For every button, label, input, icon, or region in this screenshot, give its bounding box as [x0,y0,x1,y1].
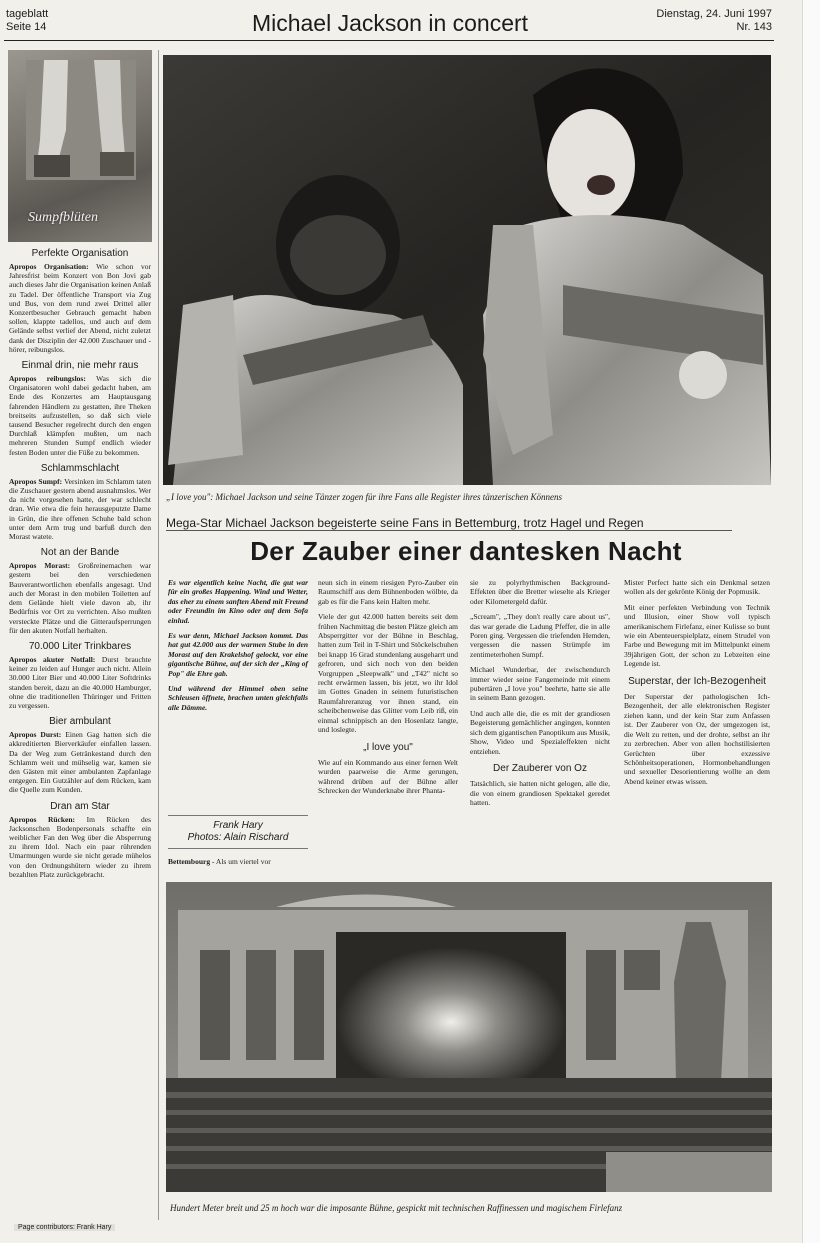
sidebar-text [6,561,154,635]
article-intro [168,578,308,718]
paper-name: tageblatt [6,8,49,20]
sidebar-photo-caption: Sumpfblüten [28,210,98,225]
sidebar-section [6,360,154,457]
dancers-image [163,55,771,485]
sidebar-lead: Apropos Morast: [9,561,71,571]
page-edge [802,0,820,1243]
sidebar-heading: Dran am Star [50,800,110,812]
article-crosshead: „I love you" [363,741,413,753]
sidebar-text [6,655,154,710]
masthead-right [656,8,772,34]
sidebar-section [6,248,154,354]
article-column-3 [470,578,610,814]
sidebar-body: Was sich die Organisatoren wohl dabei gedacht haben, am Ende des Konzertes am Hauptausgang fahrenden Händlern zu gestatten, ihre Theken breitseits aufzustellen, so daß sich viele tausend Besucher regelrecht durch den engen Durchlaß klämpfen mußten, um nach mehreren Stunden Sumpf endlich wieder festen Boden unter die Füße zu bekommen. [9,374,151,457]
sidebar-photo [8,50,152,242]
sidebar-heading: Einmal drin, nie mehr raus [21,360,139,372]
sidebar-body: Einen Gag hatten sich die akkreditierten Bierverkäufer einfallen lassen. Da der Weg zum Getränkestand durch den Schlamm weit und mühselig war, kamen sie den Gästen mit einer ambulanten Zapfanlage entgegen. Ein Gutzähler auf dem Rücken, kam die Quelle zum Kunden. [9,730,152,795]
sidebar-section [6,801,154,879]
article-subhead: Mega-Star Michael Jackson begeisterte seine Fans in Bettemburg, trotz Hagel und Regen [166,516,644,530]
intro-paragraph: Es war eigentlich keine Nacht, die gut war für ein großes Happening. Wind und Wetter, das eher zu einem sanften Abend mit Freund oder Freundin im Kino oder auf dem Sofa einlud. [168,578,308,625]
article-paragraph: Mit einer perfekten Verbindung von Technik und Illusion, einer Show voll typisch amerikanischem Firlefanz, einer Kulisse so bunt wie ein Abenteuerspielplatz, einem Strudel von Farbe und Bewegung mit im Mittelpunkt einem 39jährigen Gott, der schon zu Lebzeiten eine Legende ist. [624,602,770,669]
sidebar-body: Versinken im Schlamm taten die Zuschauer gestern abend ausnahmslos. Wer da nicht vorgesehen hatte, der war schlecht dran. Wie etwa die fein herausgeputzte Dame in Grün, die ihre offenen Schuhe bald schon unter dem Arm trug und barfuß durch den Morast watete. [9,476,151,542]
article-paragraph: neun sich in einem riesigen Pyro-Zauber ein Raumschiff aus dem Bühnenboden wölbte, da gab es für die Fans kein Halten mehr. [318,578,458,606]
dateline-text: - Als um viertel vor [210,857,271,866]
page-number: Seite 14 [6,21,47,33]
intro-paragraph: Und während der Himmel oben seine Schleusen öffnete, brachen unten gleichfalls alle Dämme. [168,684,308,712]
sidebar-heading: Not an der Bande [40,547,120,559]
intro-paragraph: Es war denn, Michael Jackson kommt. Das hat gut 42.000 aus der warmen Stube in den Morast auf den Krakelshof gelockt, vor eine gigantische Bühne, auf der sich der „King of Pop" die Ehre gab. [168,631,308,678]
article-paragraph: Tatsächlich, sie hatten nicht gelogen, alle die, die von einem grandiosen Spektakel geredet hatten. [470,779,610,808]
sidebar-body: Wie schon vor Jahresfrist beim Konzert von Bon Jovi gab auch dieses Jahr die Organisation keinen Anlaß zu Tadel. Der öffentliche Transport via Zug und Bus, von dem rund zwei Drittel aller Konzertbesucher Gebrauch gemacht haben sollen, klappte tadellos, und auch auf dem Gelände selbst verlief der Abend, nicht zuletzt dank der Disziplin der 42.000 Zuschauer und -hörer, reibungslos. [9,262,151,354]
sidebar-lead: Apropos Rücken: [9,814,76,824]
stage-image [166,882,772,1192]
masthead-rule [4,40,774,41]
article-headline: Der Zauber einer dantesken Nacht [250,536,682,566]
sidebar-body: Im Rücken des Jacksonschen Bodenpersonals schaffte ein weiblicher Fan den Weg über die Absperrung zu ihrem Idol. Nach ein paar rührenden Umarmungen wurde sie nicht gerade mühelos von den Ordnungshütern wieder zu ihrem bezahlten Platz zurückgebracht. [9,814,151,879]
sidebar-section [6,463,154,541]
sidebar-lead: Apropos akuter Notfall: [9,654,96,664]
sidebar-heading: 70.000 Liter Trinkbares [28,640,132,652]
sidebar-footer: Page contributors: Frank Hary [14,1224,115,1231]
sidebar-heading: Perfekte Organisation [31,248,129,259]
sidebar-column [6,50,154,1220]
sidebar-body: Durst brauchte keiner zu leiden auf Hunger auch nicht. Allein 30.000 Liter Bier und 40.000 Liter Softdrinks standen bereit, dazu an die 40.000 Hamburger, ohne die traditionellen Thüringer und Fritten zu vergessen. [9,654,152,710]
sidebar-heading: Schlammschlacht [40,462,120,474]
sidebar-section [6,716,154,794]
article-byline [168,815,308,849]
article-paragraph: Und auch alle die, die es mit der grandiosen Begeisterung gemächlicher angingen, konnten sich dem gigantischen Panoptikum aus Musik, Show, Video und Spezialeffekten nicht entziehen. [470,708,610,756]
article-crosshead: Superstar, der Ich-Bezogenheit [628,675,766,687]
sidebar-body: Großreinemachen war gestern bei den verschiedenen Bauverantwortlichen ebenfalls angesagt. Und auch der Morast in den mobilen Toiletten auf dem Gelände hielt viele davon ab, ihr Bedürfnis vor Ort zu verrichten. Also mußten versteckte Plätze und die Gitteraufsperrungen für den akuten Notfall herhalten. [9,561,152,635]
byline-photos: Photos: Alain Rischard [187,832,289,843]
sidebar-text [6,477,154,541]
article-paragraph: Michael Wunderbar, der zwischendurch immer wieder seine Fangemeinde mit einem pubertären „I love you" beehrte, hatte sie alle in seinem Bann gezogen. [470,665,610,703]
article-paragraph: Der Superstar der pathologischen Ich-Bezogenheit, der alle elektronischen Register ziehen kann, und der kein Star zum Anfassen ist. Der Zauberer von Oz, der umgezogen ist, die Welt zu retten, und der drohte, selbst an ihr zu zerbrechen. Aber von allen hochstilisierten Gerüchten über exzessive Schönheitsoperationen, Hormonbehandlungen und sexueller Desorientierung wollte an dem Abend keiner etwas wissen. [624,692,770,786]
masthead-left [6,8,48,34]
article-paragraph: sie zu polyrhythmischen Background-Effekten über die Bretter wieselte als Krieger oder Kilometergeld dafür. [470,578,610,606]
concert-photo-bottom [166,882,772,1192]
sidebar-lead: Apropos reibungslos: [9,374,86,384]
sidebar-text [6,262,154,354]
article-column-2 [318,578,458,802]
sidebar-section [6,641,154,710]
sidebar-text [6,374,154,457]
article-paragraph: Mister Perfect hatte sich ein Denkmal setzen wollen als der gekrönte König der Popmusik. [624,578,770,597]
article-dateline [168,857,308,866]
photo-top-caption: „I love you": Michael Jackson und seine Tänzer zogen für ihre Fans alle Register ihres tänzerischen Könnens [166,492,563,502]
photo-bottom-caption: Hundert Meter breit und 25 m hoch war die imposante Bühne, gespickt mit technischen Raffinessen und magischem Firlefanz [170,1203,623,1213]
sidebar-text [6,730,154,794]
byline-author: Frank Hary [213,820,263,831]
sidebar-heading: Bier ambulant [49,716,111,728]
article-paragraph: Viele der gut 42.000 hatten bereits seit dem frühen Nachmittag die besten Plätze gleich am Absperrgitter vor der Bühne in Beschlag, hatten zum Teil in T-Shirt und Stöckelschuhen bei knapp 16 Grad stundenlang ausgeharrt und gefroren, und sich noch von den beiden Vorgruppen „Sleepwalk" und „T42" nicht so recht erwärmen lassen, bis jetzt, wo ihr Idol im Gottes Gnaden in seinem futuristischen Raumfahreranzug vor ihnen stand, ein scheibchenweise das Glitter vom Leib riß, ein einmal schnippisch an den Hosenlatz langte, und loslegte. [318,612,458,735]
page-title: Michael Jackson in concert [251,10,529,36]
sidebar-lead: Apropos Durst: [9,730,62,740]
article-column-4 [624,578,770,792]
issue-number: Nr. 143 [736,21,772,33]
sidebar-section [6,547,154,635]
sidebar-lead: Apropos Sumpf: [9,476,63,486]
article-crosshead: Der Zauberer von Oz [493,762,587,774]
muddy-legs-image [26,60,136,180]
issue-date: Dienstag, 24. Juni 1997 [656,8,772,20]
column-rule [158,50,159,1220]
article-paragraph: „Scream", „They don't really care about us", das war gerade die Ladung Pfeffer, die in alle Poren ging. Vergessen die triefenden Hemden, vergessen die nassen Strümpfe im zentimeterhohen Sumpf. [470,612,610,659]
sidebar-text [6,815,154,879]
dateline-place: Bettembourg [168,857,211,866]
article-paragraph: Wie auf ein Kommando aus einer fernen Welt wurden paarweise die Arme gerungen, während drüben auf der Bühne aller Schrecken der Wunderknabe ihrer Phanta- [318,757,458,796]
concert-photo-top [163,55,771,485]
subhead-rule [166,530,732,531]
sidebar-lead: Apropos Organisation: [9,262,89,271]
